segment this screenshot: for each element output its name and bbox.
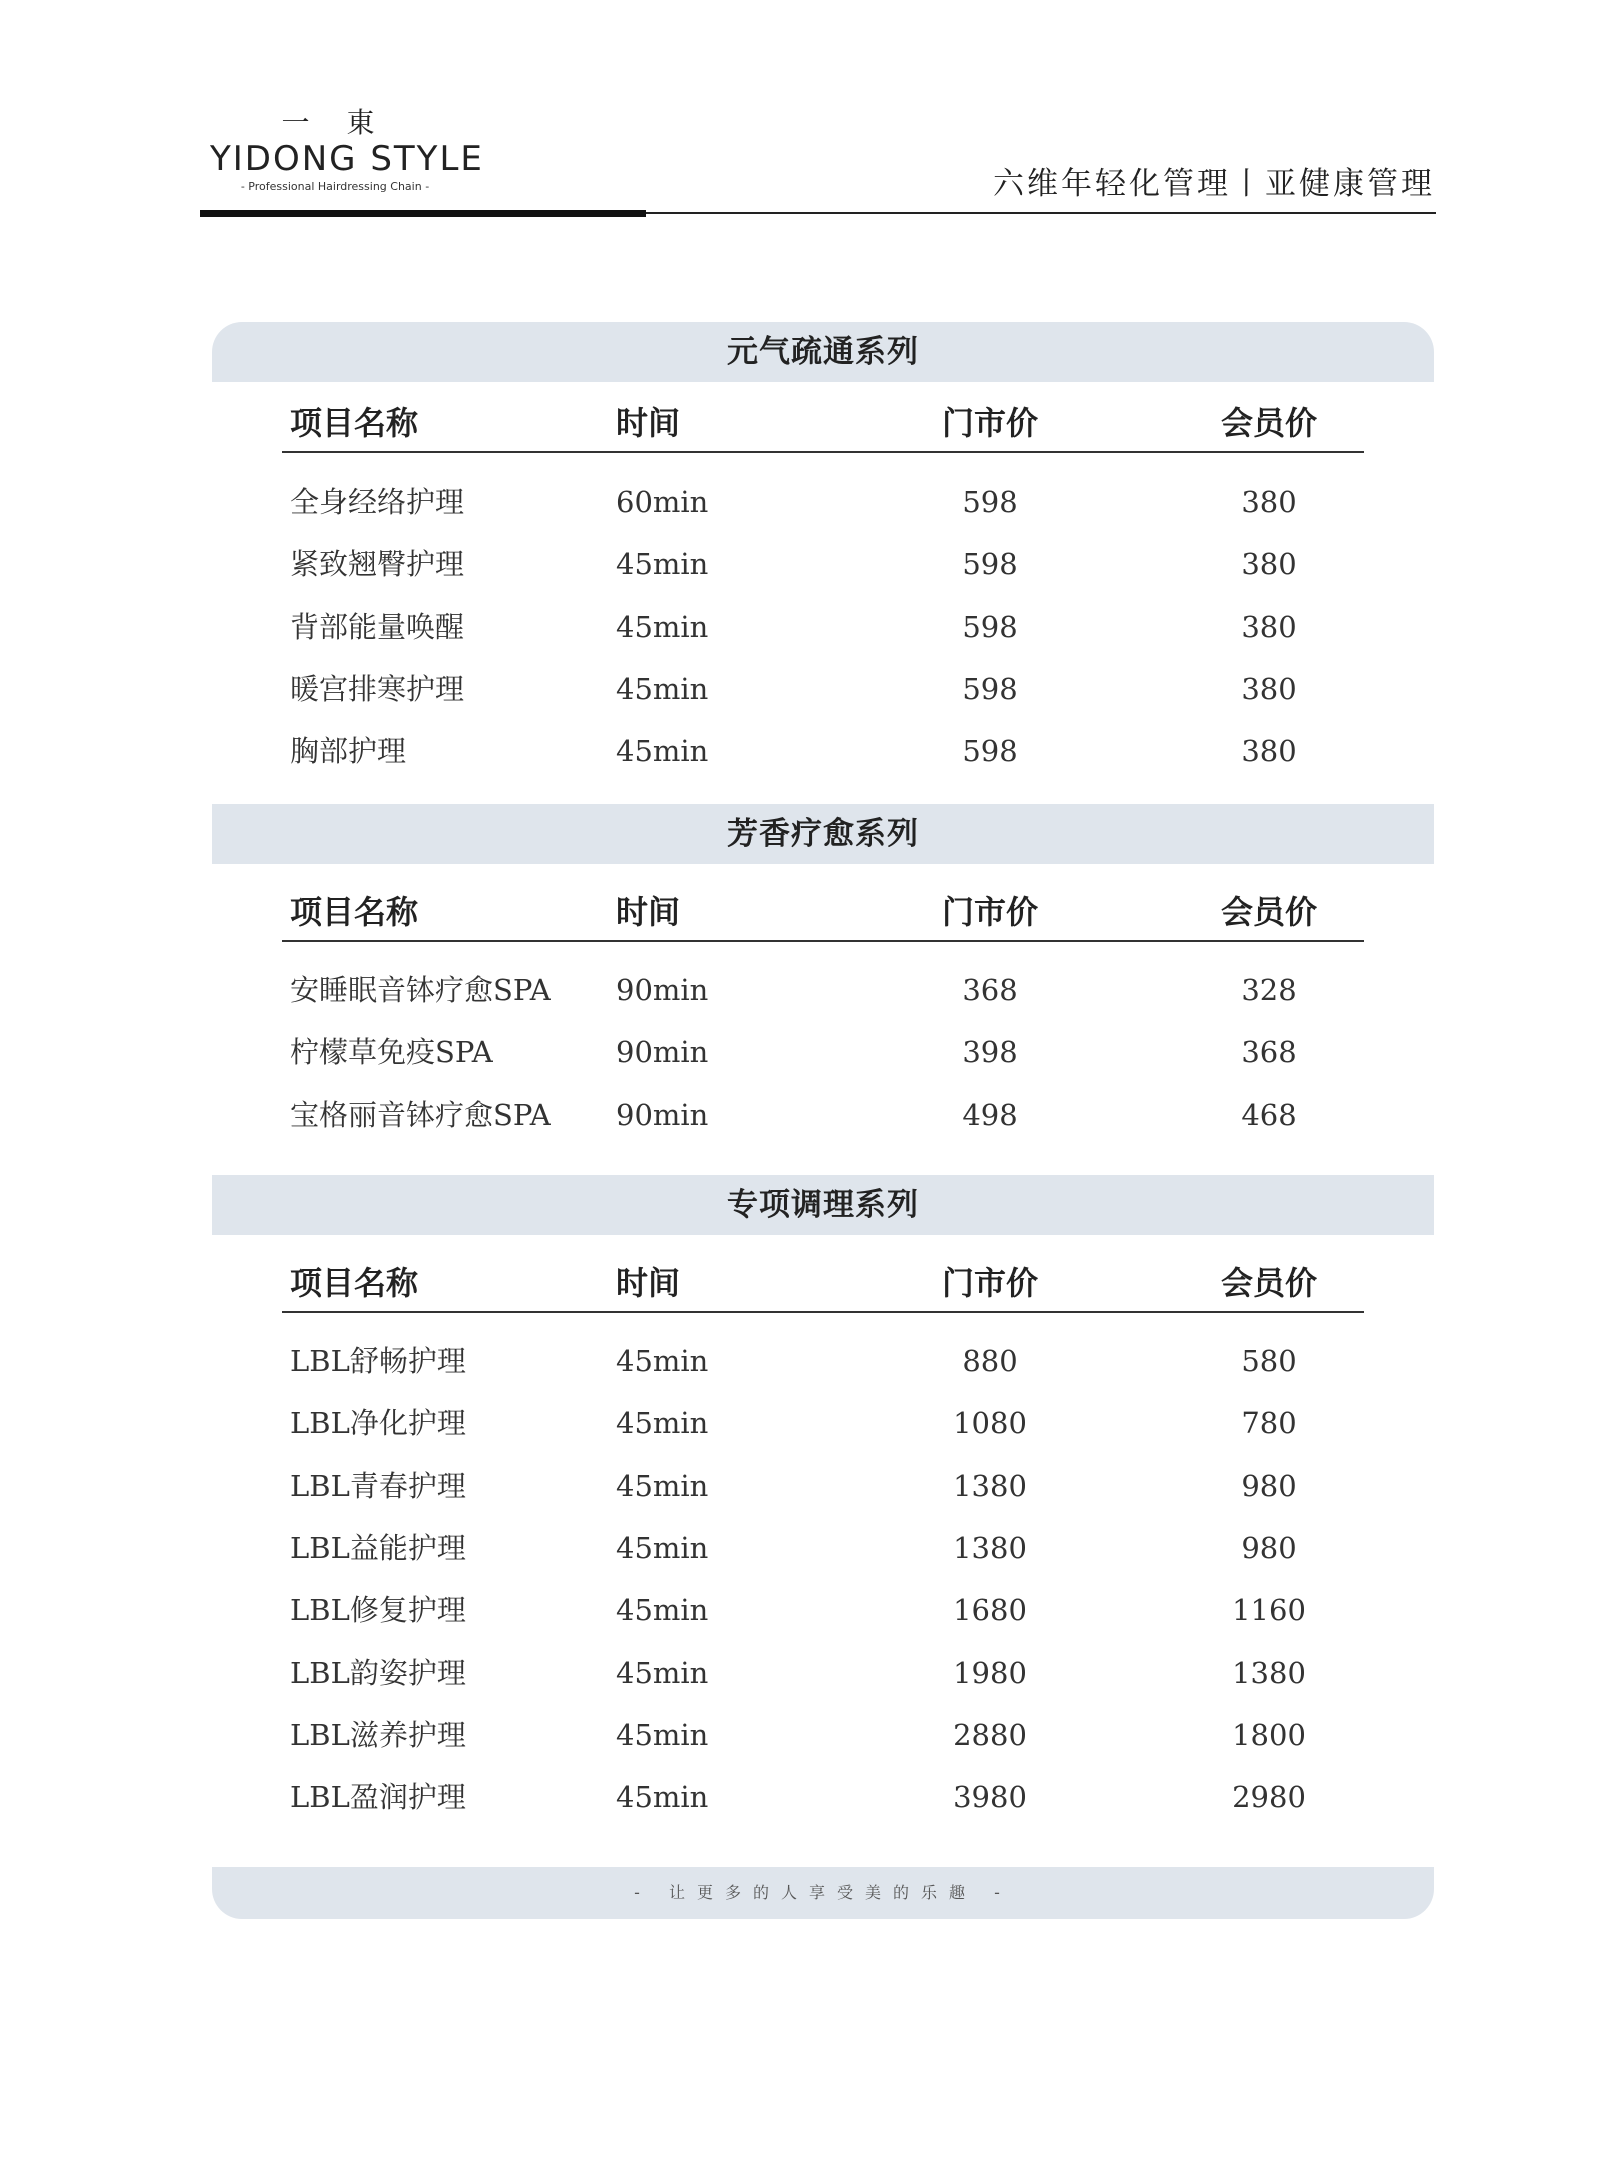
col-time-header: 时间: [616, 893, 681, 931]
row-time: 90min: [616, 1098, 709, 1132]
row-price: 880: [962, 1344, 1018, 1378]
table-header: [282, 395, 1364, 453]
row-time: 45min: [616, 1344, 709, 1378]
row-name: 背部能量唤醒: [290, 610, 465, 644]
section-title: 芳香疗愈系列: [212, 804, 1434, 864]
row-member: 380: [1241, 547, 1297, 581]
table-row: [282, 1021, 1364, 1083]
row-time: 45min: [616, 672, 709, 706]
col-time-header: 时间: [616, 404, 681, 442]
row-time: 45min: [616, 610, 709, 644]
row-price: 598: [962, 734, 1018, 768]
col-member-header: 会员价: [1220, 404, 1317, 442]
brand-logo: [210, 106, 484, 194]
row-time: 45min: [616, 1718, 709, 1752]
row-price: 598: [962, 610, 1018, 644]
table-row: [282, 1517, 1364, 1579]
row-member: 980: [1241, 1469, 1297, 1503]
row-price: 1980: [953, 1656, 1027, 1690]
row-member: 1160: [1232, 1593, 1306, 1627]
row-member: 380: [1241, 485, 1297, 519]
table-row: [282, 1084, 1364, 1146]
table-header: [282, 1255, 1364, 1313]
row-price: 3980: [953, 1780, 1027, 1814]
table-row: [282, 1392, 1364, 1454]
footer-slogan: - 让更多的人享受美的乐趣 -: [212, 1867, 1434, 1919]
header-rule-accent: [200, 210, 646, 217]
table-row: [282, 533, 1364, 595]
row-name: LBL盈润护理: [290, 1780, 466, 1814]
row-time: 45min: [616, 1406, 709, 1440]
row-time: 60min: [616, 485, 709, 519]
row-name: 安睡眠音钵疗愈SPA: [290, 973, 551, 1007]
row-price: 2880: [953, 1718, 1027, 1752]
section-title: 元气疏通系列: [212, 322, 1434, 382]
row-time: 45min: [616, 1593, 709, 1627]
row-price: 398: [962, 1035, 1018, 1069]
col-member-header: 会员价: [1220, 1264, 1317, 1302]
brand-subtitle: - Professional Hairdressing Chain -: [240, 180, 430, 193]
row-member: 1380: [1232, 1656, 1306, 1690]
row-name: LBL修复护理: [290, 1593, 466, 1627]
col-name-header: 项目名称: [290, 893, 419, 931]
row-member: 380: [1241, 672, 1297, 706]
table-header: [282, 884, 1364, 942]
col-price-header: 门市价: [941, 1264, 1038, 1302]
section-title: 专项调理系列: [212, 1175, 1434, 1235]
row-price: 598: [962, 547, 1018, 581]
row-price: 368: [962, 973, 1018, 1007]
row-price: 598: [962, 672, 1018, 706]
row-time: 45min: [616, 1531, 709, 1565]
table-row: [282, 1766, 1364, 1828]
table-row: [282, 1330, 1364, 1392]
row-name: 宝格丽音钵疗愈SPA: [290, 1098, 551, 1132]
row-name: LBL滋养护理: [290, 1718, 466, 1752]
row-member: 980: [1241, 1531, 1297, 1565]
row-time: 45min: [616, 1469, 709, 1503]
header-tagline: 六维年轻化管理丨亚健康管理: [993, 166, 1435, 202]
table-row: [282, 596, 1364, 658]
row-time: 45min: [616, 547, 709, 581]
row-price: 1680: [953, 1593, 1027, 1627]
row-member: 468: [1241, 1098, 1297, 1132]
row-time: 90min: [616, 1035, 709, 1069]
row-member: 580: [1241, 1344, 1297, 1378]
row-name: 暖宫排寒护理: [290, 672, 465, 706]
row-time: 90min: [616, 973, 709, 1007]
row-name: LBL益能护理: [290, 1531, 466, 1565]
row-price: 1380: [953, 1469, 1027, 1503]
row-time: 45min: [616, 1656, 709, 1690]
table-row: [282, 1455, 1364, 1517]
col-price-header: 门市价: [941, 404, 1038, 442]
row-name: LBL净化护理: [290, 1406, 466, 1440]
brand-cn: 一 東: [281, 106, 389, 139]
row-name: 紧致翘臀护理: [290, 547, 465, 581]
row-name: LBL韵姿护理: [290, 1656, 466, 1690]
row-name: 胸部护理: [290, 734, 407, 768]
row-member: 380: [1241, 610, 1297, 644]
row-name: 全身经络护理: [290, 485, 465, 519]
row-member: 328: [1241, 973, 1297, 1007]
row-member: 2980: [1232, 1780, 1306, 1814]
col-price-header: 门市价: [941, 893, 1038, 931]
row-price: 1380: [953, 1531, 1027, 1565]
table-row: [282, 720, 1364, 782]
row-name: 柠檬草免疫SPA: [290, 1035, 493, 1069]
table-row: [282, 658, 1364, 720]
col-name-header: 项目名称: [290, 404, 419, 442]
col-time-header: 时间: [616, 1264, 681, 1302]
brand-en: YIDONG STYLE: [210, 139, 484, 179]
table-row: [282, 1579, 1364, 1641]
table-row: [282, 1642, 1364, 1704]
row-member: 1800: [1232, 1718, 1306, 1752]
row-member: 368: [1241, 1035, 1297, 1069]
row-price: 598: [962, 485, 1018, 519]
col-name-header: 项目名称: [290, 1264, 419, 1302]
row-name: LBL青春护理: [290, 1469, 466, 1503]
table-row: [282, 959, 1364, 1021]
table-row: [282, 1704, 1364, 1766]
row-time: 45min: [616, 734, 709, 768]
page-header: [0, 0, 1620, 230]
row-time: 45min: [616, 1780, 709, 1814]
row-member: 780: [1241, 1406, 1297, 1440]
table-row: [282, 471, 1364, 533]
row-price: 1080: [953, 1406, 1027, 1440]
row-name: LBL舒畅护理: [290, 1344, 466, 1378]
row-price: 498: [962, 1098, 1018, 1132]
row-member: 380: [1241, 734, 1297, 768]
col-member-header: 会员价: [1220, 893, 1317, 931]
